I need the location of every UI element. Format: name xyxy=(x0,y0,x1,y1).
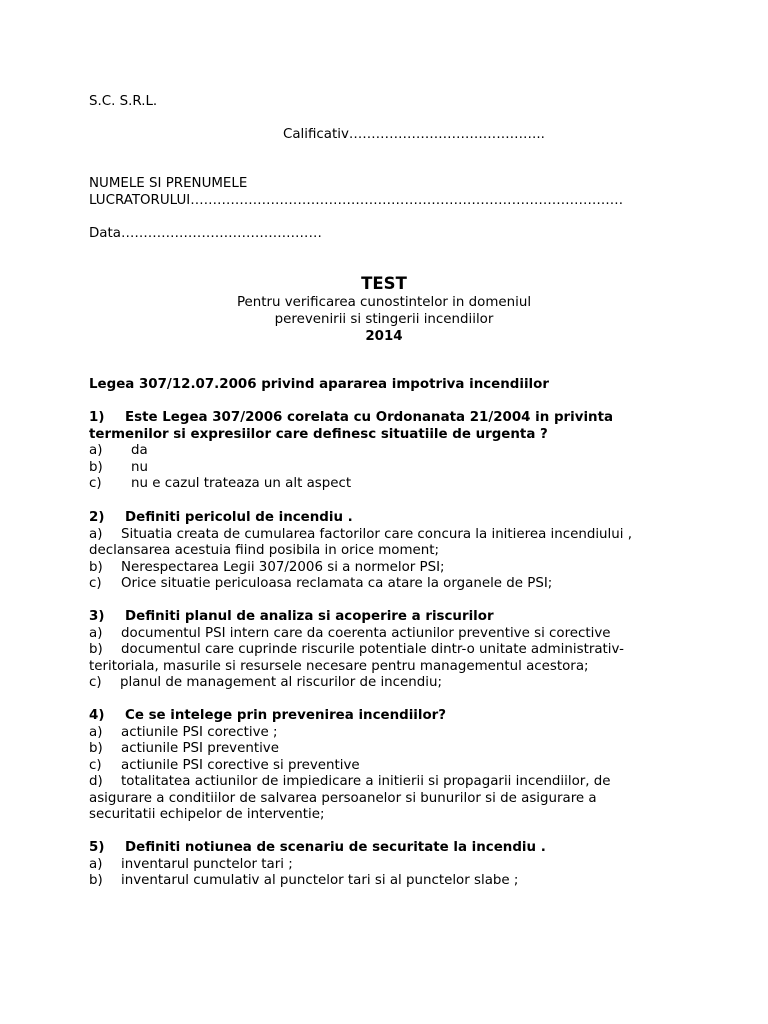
option-text-continuation: securitatii echipelor de interventie; xyxy=(89,807,325,822)
option-letter: a) xyxy=(89,443,103,458)
question-text-line: Ce se intelege prin prevenirea incendiilor? xyxy=(125,708,447,723)
question-number: 2) xyxy=(89,510,105,525)
law-heading: Legea 307/12.07.2006 privind apararea impotriva incendiilor xyxy=(89,377,549,392)
option xyxy=(89,774,689,791)
option xyxy=(89,527,689,544)
option xyxy=(89,443,689,460)
question-text-line: Definiti notiunea de scenariu de securitate la incendiu . xyxy=(125,840,546,855)
option-letter: a) xyxy=(89,526,103,542)
question-text-line: Este Legea 307/2006 corelata cu Ordonanata 21/2004 in privinta xyxy=(125,410,614,425)
option xyxy=(89,741,689,758)
question-2 xyxy=(89,510,689,593)
option xyxy=(89,476,689,493)
option-text-continuation: asigurare a conditiilor de salvarea persoanelor si bunurilor si de asigurare a xyxy=(89,790,597,806)
option-text: Nerespectarea Legii 307/2006 si a normelor PSI; xyxy=(121,559,445,575)
option-text: actiunile PSI preventive xyxy=(121,741,279,756)
option xyxy=(89,626,689,643)
option-text: da xyxy=(131,443,148,458)
option-letter: b) xyxy=(89,559,103,575)
worker-name-field: LUCRATORULUI……………………………………………………………………………………. xyxy=(89,193,623,208)
option-letter: b) xyxy=(89,873,103,888)
option-letter: a) xyxy=(89,625,103,641)
option-letter: b) xyxy=(89,642,103,657)
option xyxy=(89,642,689,659)
question-text-line: Definiti planul de analiza si acoperire a riscurilor xyxy=(125,609,494,624)
question-text-line: Definiti pericolul de incendiu . xyxy=(125,510,353,525)
option-text: nu xyxy=(131,459,148,475)
option-letter: d) xyxy=(89,774,103,789)
question-5 xyxy=(89,840,689,890)
option xyxy=(89,560,689,577)
question-text xyxy=(89,708,689,725)
question-3 xyxy=(89,609,689,692)
question-number: 4) xyxy=(89,708,105,723)
option-letter: c) xyxy=(89,675,102,690)
option xyxy=(89,576,689,593)
option-text: Orice situatie periculoasa reclamata ca atare la organele de PSI; xyxy=(121,576,553,591)
option-text: planul de management al riscurilor de incendiu; xyxy=(120,675,442,690)
question-text xyxy=(89,410,689,427)
option-text: actiunile PSI corective ; xyxy=(121,724,278,740)
question-text-line: termenilor si expresiilor care definesc situatiile de urgenta ? xyxy=(89,426,548,442)
option-text: nu e cazul trateaza un alt aspect xyxy=(131,476,352,491)
option-letter: c) xyxy=(89,757,102,773)
option-text: totalitatea actiunilor de impiedicare a initierii si propagarii incendiilor, de xyxy=(121,774,611,789)
question-number: 1) xyxy=(89,410,105,425)
question-text xyxy=(89,609,689,626)
question-number: 3) xyxy=(89,609,105,624)
option-letter: c) xyxy=(89,476,102,491)
question-text xyxy=(89,840,689,857)
option-letter: b) xyxy=(89,741,103,756)
calificativ-field: Calificativ…………………………………….. xyxy=(283,127,545,142)
company-name: S.C. S.R.L. xyxy=(89,94,158,109)
option-text: Situatia creata de cumularea factorilor care concura la initierea incendiului , xyxy=(121,526,632,542)
test-subtitle-2: perevenirii si stingerii incendiilor xyxy=(274,312,494,327)
option-text-continuation: declansarea acestuia fiind posibila in orice moment; xyxy=(89,543,440,558)
option-text: documentul PSI intern care da coerenta actiunilor preventive si corective xyxy=(121,625,611,641)
test-title: TEST xyxy=(361,274,407,293)
option-text: actiunile PSI corective si preventive xyxy=(121,757,360,773)
test-year: 2014 xyxy=(365,329,403,344)
option-text: inventarul cumulativ al punctelor tari si al punctelor slabe ; xyxy=(121,873,519,888)
option xyxy=(89,675,689,692)
option xyxy=(89,857,689,874)
option-text: inventarul punctelor tari ; xyxy=(121,856,293,872)
option-letter: b) xyxy=(89,459,103,475)
option-letter: c) xyxy=(89,576,102,591)
question-text xyxy=(89,510,689,527)
question-4 xyxy=(89,708,689,824)
option xyxy=(89,725,689,742)
option-letter: a) xyxy=(89,856,103,872)
question-number: 5) xyxy=(89,840,105,855)
option-text-continuation: teritoriala, masurile si resursele necesare pentru managementul acestora; xyxy=(89,658,589,674)
test-subtitle-1: Pentru verificarea cunostintelor in domeniul xyxy=(236,295,532,310)
date-field: Data……………………………………… xyxy=(89,226,322,241)
option xyxy=(89,873,689,890)
question-1 xyxy=(89,410,689,493)
option xyxy=(89,758,689,775)
option-text: documentul care cuprinde riscurile potentiale dintr-o unitate administrativ- xyxy=(121,642,624,657)
option xyxy=(89,460,689,477)
worker-name-label: NUMELE SI PRENUMELE xyxy=(89,176,248,191)
option-letter: a) xyxy=(89,724,103,740)
